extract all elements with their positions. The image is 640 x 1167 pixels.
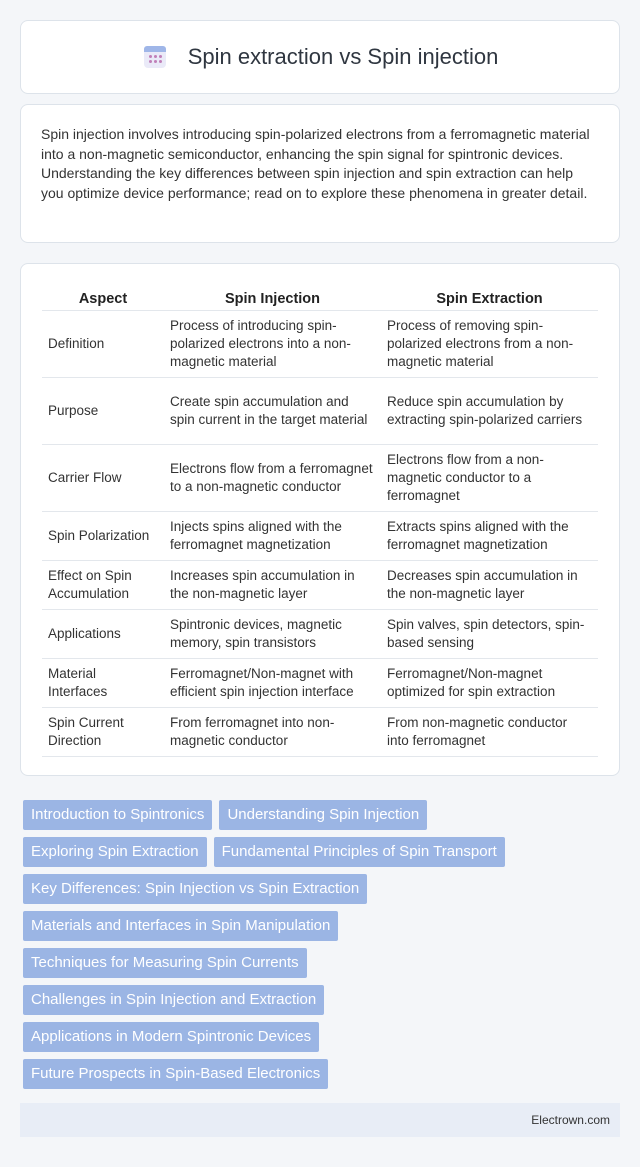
- row-spin-extraction: Extracts spins aligned with the ferromagnet magnetization: [381, 511, 598, 560]
- row-spin-injection: Injects spins aligned with the ferromagnet magnetization: [164, 511, 381, 560]
- topic-link[interactable]: Applications in Modern Spintronic Devices: [23, 1022, 319, 1052]
- row-spin-extraction: Decreases spin accumulation in the non-magnetic layer: [381, 560, 598, 609]
- row-aspect: Applications: [42, 609, 164, 658]
- row-spin-injection: Increases spin accumulation in the non-magnetic layer: [164, 560, 381, 609]
- link-row: [23, 1022, 613, 1052]
- table-header-row: [42, 284, 598, 310]
- link-row: [23, 800, 613, 830]
- topic-link[interactable]: Exploring Spin Extraction: [23, 837, 207, 867]
- column-header-spin-injection: Spin Injection: [164, 284, 381, 310]
- table-row: [42, 511, 598, 560]
- table-row: [42, 444, 598, 511]
- topic-link[interactable]: Future Prospects in Spin-Based Electronics: [23, 1059, 328, 1089]
- row-spin-extraction: Spin valves, spin detectors, spin-based sensing: [381, 609, 598, 658]
- table-row: [42, 609, 598, 658]
- topic-link[interactable]: Techniques for Measuring Spin Currents: [23, 948, 307, 978]
- row-aspect: Effect on Spin Accumulation: [42, 560, 164, 609]
- topic-link[interactable]: Understanding Spin Injection: [219, 800, 427, 830]
- link-row: [23, 985, 613, 1015]
- table-row: [42, 707, 598, 756]
- footer-site-name: Electrown.com: [531, 1113, 610, 1127]
- column-header-aspect: Aspect: [42, 284, 164, 310]
- row-spin-extraction: Electrons flow from a non-magnetic conductor to a ferromagnet: [381, 444, 598, 511]
- row-spin-injection: From ferromagnet into non-magnetic conductor: [164, 707, 381, 756]
- row-spin-extraction: Process of removing spin-polarized electrons from a non-magnetic material: [381, 310, 598, 377]
- header: [142, 44, 499, 70]
- topic-link[interactable]: Challenges in Spin Injection and Extraction: [23, 985, 324, 1015]
- link-row: [23, 874, 613, 904]
- topic-link[interactable]: Introduction to Spintronics: [23, 800, 212, 830]
- row-spin-extraction: From non-magnetic conductor into ferromagnet: [381, 707, 598, 756]
- row-spin-injection: Spintronic devices, magnetic memory, spin transistors: [164, 609, 381, 658]
- table-row: [42, 560, 598, 609]
- row-spin-extraction: Reduce spin accumulation by extracting spin-polarized carriers: [381, 377, 598, 444]
- row-aspect: Material Interfaces: [42, 658, 164, 707]
- link-row: [23, 1059, 613, 1089]
- link-row: [23, 837, 613, 867]
- row-spin-extraction: Ferromagnet/Non-magnet optimized for spin extraction: [381, 658, 598, 707]
- row-aspect: Spin Current Direction: [42, 707, 164, 756]
- row-spin-injection: Create spin accumulation and spin current in the target material: [164, 377, 381, 444]
- row-aspect: Purpose: [42, 377, 164, 444]
- row-spin-injection: Process of introducing spin-polarized electrons into a non-magnetic material: [164, 310, 381, 377]
- link-row: [23, 911, 613, 941]
- link-row: [23, 948, 613, 978]
- row-aspect: Carrier Flow: [42, 444, 164, 511]
- topic-link[interactable]: Fundamental Principles of Spin Transport: [214, 837, 505, 867]
- related-topics: [23, 800, 613, 1096]
- intro-card: [20, 104, 620, 243]
- footer: [20, 1103, 620, 1137]
- topic-link[interactable]: Materials and Interfaces in Spin Manipulation: [23, 911, 338, 941]
- row-spin-injection: Electrons flow from a ferromagnet to a non-magnetic conductor: [164, 444, 381, 511]
- table-row: [42, 310, 598, 377]
- table-row: [42, 658, 598, 707]
- page-title: Spin extraction vs Spin injection: [187, 44, 499, 69]
- comparison-table-card: [20, 263, 620, 776]
- row-aspect: Definition: [42, 310, 164, 377]
- header-card: [20, 20, 620, 94]
- table-row: [42, 377, 598, 444]
- column-header-spin-extraction: Spin Extraction: [381, 284, 598, 310]
- row-aspect: Spin Polarization: [42, 511, 164, 560]
- row-spin-injection: Ferromagnet/Non-magnet with efficient spin injection interface: [164, 658, 381, 707]
- calendar-grid-icon: [142, 44, 168, 70]
- comparison-table: [42, 284, 598, 757]
- topic-link[interactable]: Key Differences: Spin Injection vs Spin Extraction: [23, 874, 367, 904]
- intro-text: Spin injection involves introducing spin-polarized electrons from a ferromagnetic material into a non-magnetic semiconductor, enhancing the spin signal for spintronic devices. Understanding the key differences between spin injection and spin extraction can help you optimize device performance; read on to explore these phenomena in greater detail.: [41, 126, 590, 201]
